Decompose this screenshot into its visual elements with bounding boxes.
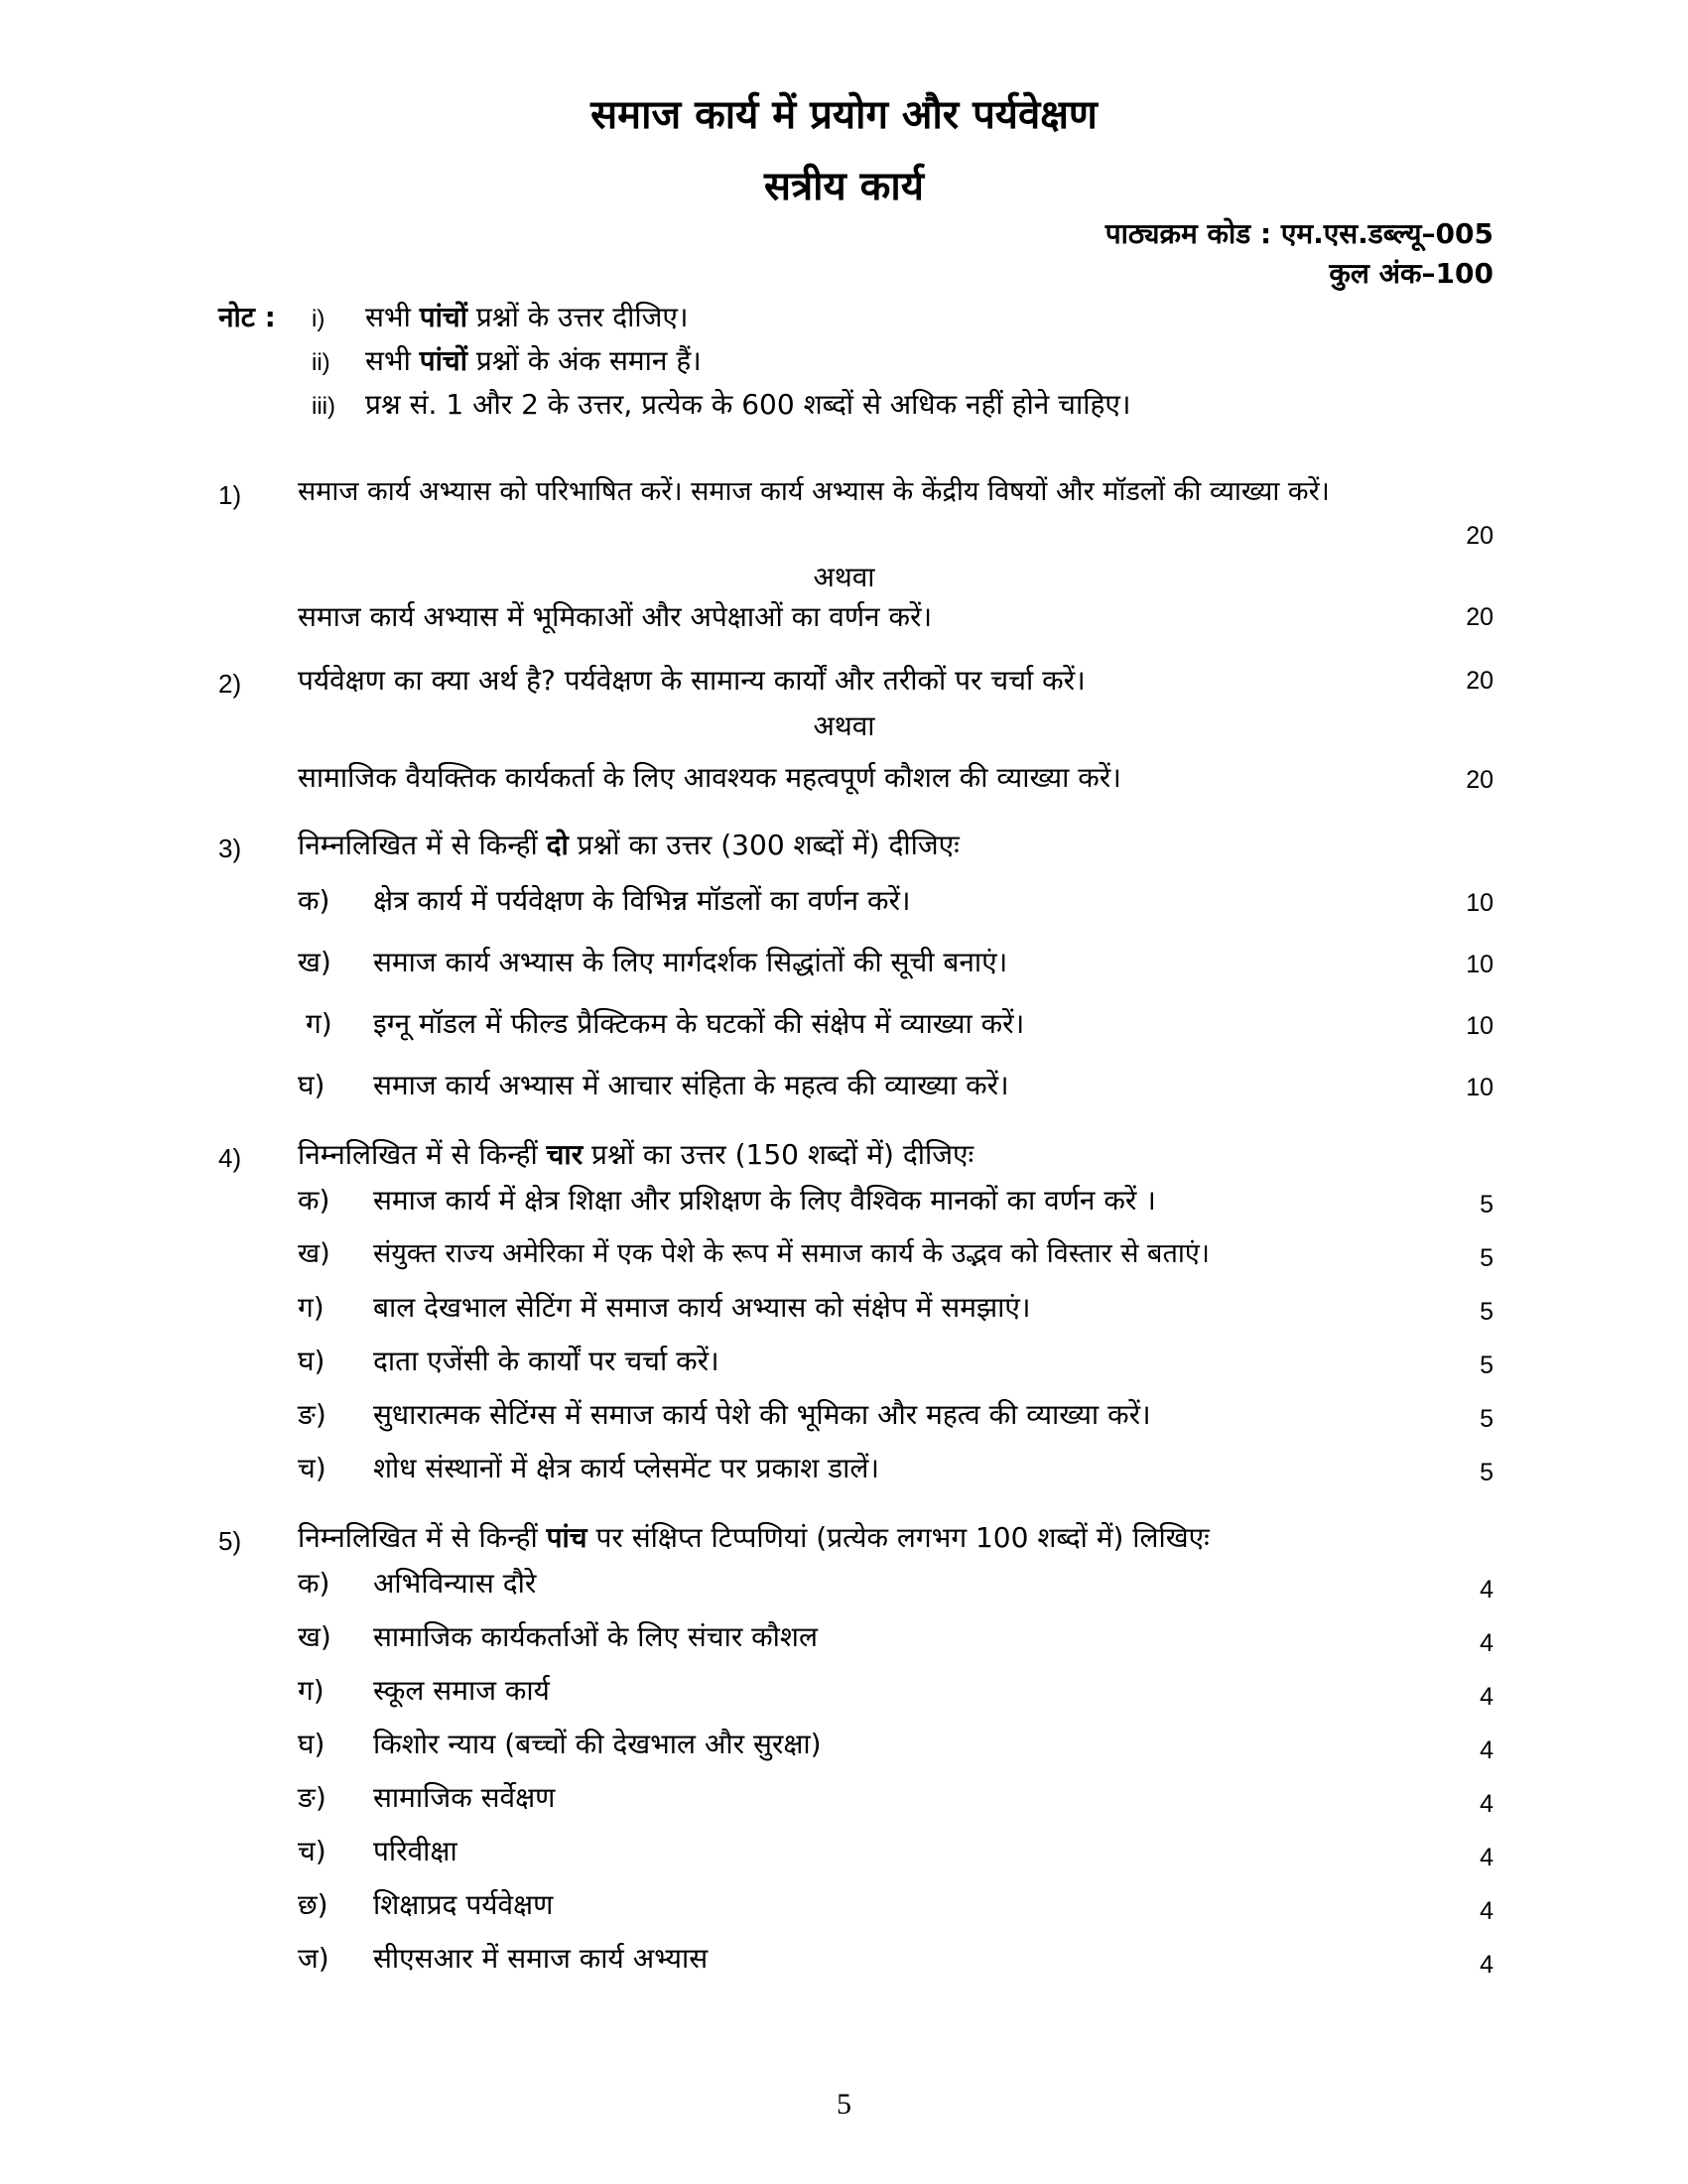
note-item-number: iii) xyxy=(312,393,335,420)
sub-question-text: स्कूल समाज कार्य xyxy=(373,1674,550,1707)
sub-question-text: सीएसआर में समाज कार्य अभ्यास xyxy=(373,1942,709,1975)
sub-question-label: घ) xyxy=(298,1345,325,1377)
sub-question-text: किशोर न्याय (बच्चों की देखभाल और सुरक्षा) xyxy=(373,1728,822,1760)
sub-question-text: इग्नू मॉडल में फील्ड प्रैक्टिकम के घटकों की संक्षेप में व्याख्या करें। xyxy=(373,1007,1025,1040)
question-number: 3) xyxy=(218,834,242,863)
question-text: पर्यवेक्षण का क्या अर्थ है? पर्यवेक्षण के सामान्य कार्यों और तरीकों पर चर्चा करें। xyxy=(298,664,1086,697)
sub-question-label: च) xyxy=(298,1452,326,1484)
or-label: अथवा xyxy=(813,709,875,742)
question-alt-text: समाज कार्य अभ्यास में भूमिकाओं और अपेक्षाओं का वर्णन करें। xyxy=(298,600,933,633)
question-intro: निम्नलिखित में से किन्हीं चार प्रश्नों का उत्तर (150 शब्दों में) दीजिएः xyxy=(298,1138,974,1171)
sub-question-text: अभिविन्यास दौरे xyxy=(373,1567,537,1600)
sub-question-label: ङ) xyxy=(298,1398,326,1431)
question-alt-text: सामाजिक वैयक्तिक कार्यकर्ता के लिए आवश्यक महत्वपूर्ण कौशल की व्याख्या करें। xyxy=(298,761,1121,794)
sub-question-text: सामाजिक सर्वेक्षण xyxy=(373,1781,556,1814)
sub-question-label: क) xyxy=(298,1184,330,1217)
note-label: नोट : xyxy=(218,301,276,333)
sub-question-marks: 10 xyxy=(1466,951,1493,978)
sub-question-text: समाज कार्य अभ्यास में आचार संहिता के महत्व की व्याख्या करें। xyxy=(373,1069,1009,1101)
sub-question-text: समाज कार्य में क्षेत्र शिक्षा और प्रशिक्षण के लिए वैश्विक मानकों का वर्णन करें । xyxy=(373,1184,1156,1217)
sub-question-text: समाज कार्य अभ्यास के लिए मार्गदर्शक सिद्धांतों की सूची बनाएं। xyxy=(373,946,1008,978)
total-marks: कुल अंक–100 xyxy=(1329,257,1493,290)
sub-question-label: ज) xyxy=(298,1942,329,1975)
sub-question-label: ख) xyxy=(298,1620,331,1653)
question-marks: 20 xyxy=(1466,766,1493,794)
sub-question-label: च) xyxy=(298,1835,326,1867)
sub-question-marks: 10 xyxy=(1466,1074,1493,1101)
sub-question-label: घ) xyxy=(298,1728,325,1760)
sub-question-label: ख) xyxy=(298,946,331,978)
sub-question-label: क) xyxy=(298,1567,330,1600)
sub-question-marks: 4 xyxy=(1480,1844,1493,1871)
sub-question-label: छ) xyxy=(298,1888,328,1921)
note-item: सभी पांचों प्रश्नों के उत्तर दीजिए। xyxy=(365,301,689,333)
sub-question-label: ग) xyxy=(298,1291,325,1324)
question-marks: 20 xyxy=(1466,603,1493,631)
sub-question-text: परिवीक्षा xyxy=(373,1835,457,1867)
page-title: समाज कार्य में प्रयोग और पर्यवेक्षण xyxy=(590,92,1098,138)
note-item: सभी पांचों प्रश्नों के अंक समान हैं। xyxy=(365,344,702,377)
course-code: पाठ्यक्रम कोड : एम.एस.डब्ल्यू–005 xyxy=(1104,217,1493,250)
question-number: 5) xyxy=(218,1526,242,1556)
sub-question-text: दाता एजेंसी के कार्यों पर चर्चा करें। xyxy=(373,1345,719,1377)
sub-question-marks: 10 xyxy=(1466,1012,1493,1040)
question-text: समाज कार्य अभ्यास को परिभाषित करें। समाज कार्य अभ्यास के केंद्रीय विषयों और मॉडलों की व्याख्या करें। xyxy=(298,476,1330,507)
question-marks: 20 xyxy=(1466,667,1493,695)
sub-question-marks: 4 xyxy=(1480,1576,1493,1604)
sub-question-marks: 5 xyxy=(1480,1405,1493,1433)
sub-question-text: सुधारात्मक सेटिंग्स में समाज कार्य पेशे की भूमिका और महत्व की व्याख्या करें। xyxy=(373,1398,1151,1431)
question-marks: 20 xyxy=(1466,522,1493,550)
sub-question-marks: 5 xyxy=(1480,1459,1493,1486)
sub-question-marks: 4 xyxy=(1480,1951,1493,1979)
page-number: 5 xyxy=(837,2088,851,2120)
sub-question-marks: 10 xyxy=(1466,889,1493,917)
or-label: अथवा xyxy=(813,561,875,593)
note-item-number: ii) xyxy=(312,349,330,376)
question-intro: निम्नलिखित में से किन्हीं दो प्रश्नों का उत्तर (300 शब्दों में) दीजिएः xyxy=(298,829,960,861)
sub-question-marks: 4 xyxy=(1480,1736,1493,1764)
question-number: 1) xyxy=(218,480,242,510)
sub-question-marks: 4 xyxy=(1480,1897,1493,1925)
sub-question-marks: 4 xyxy=(1480,1790,1493,1818)
sub-question-label: ख) xyxy=(298,1238,330,1269)
sub-question-text: संयुक्त राज्य अमेरिका में एक पेशे के रूप में समाज कार्य के उद्भव को विस्तार से बताएं। xyxy=(373,1238,1211,1269)
sub-question-label: घ) xyxy=(298,1069,325,1101)
sub-question-label: ङ) xyxy=(298,1781,326,1814)
sub-question-label: क) xyxy=(298,884,330,917)
sub-question-text: बाल देखभाल सेटिंग में समाज कार्य अभ्यास को संक्षेप में समझाएं। xyxy=(373,1291,1031,1324)
sub-question-label: ग) xyxy=(306,1007,332,1040)
question-number: 2) xyxy=(218,669,242,699)
sub-question-marks: 5 xyxy=(1480,1351,1493,1379)
sub-question-text: सामाजिक कार्यकर्ताओं के लिए संचार कौशल xyxy=(373,1620,818,1653)
sub-question-text: शिक्षाप्रद पर्यवेक्षण xyxy=(373,1888,554,1921)
page-subtitle: सत्रीय कार्य xyxy=(764,164,924,209)
sub-question-marks: 5 xyxy=(1480,1191,1493,1219)
question-intro: निम्नलिखित में से किन्हीं पांच पर संक्षिप्त टिप्पणियां (प्रत्येक लगभग 100 शब्दों में) लिखिएः xyxy=(298,1521,1210,1554)
sub-question-marks: 4 xyxy=(1480,1683,1493,1711)
note-item-number: i) xyxy=(312,306,325,332)
sub-question-marks: 4 xyxy=(1480,1629,1493,1657)
sub-question-label: ग) xyxy=(298,1674,325,1707)
sub-question-text: शोध संस्थानों में क्षेत्र कार्य प्लेसमेंट पर प्रकाश डालें। xyxy=(373,1452,879,1484)
note-item: प्रश्न सं. 1 और 2 के उत्तर, प्रत्येक के 600 शब्दों से अधिक नहीं होने चाहिए। xyxy=(365,388,1131,421)
sub-question-marks: 5 xyxy=(1480,1244,1493,1272)
question-number: 4) xyxy=(218,1143,242,1173)
sub-question-text: क्षेत्र कार्य में पर्यवेक्षण के विभिन्न मॉडलों का वर्णन करें। xyxy=(373,884,911,917)
sub-question-marks: 5 xyxy=(1480,1298,1493,1326)
